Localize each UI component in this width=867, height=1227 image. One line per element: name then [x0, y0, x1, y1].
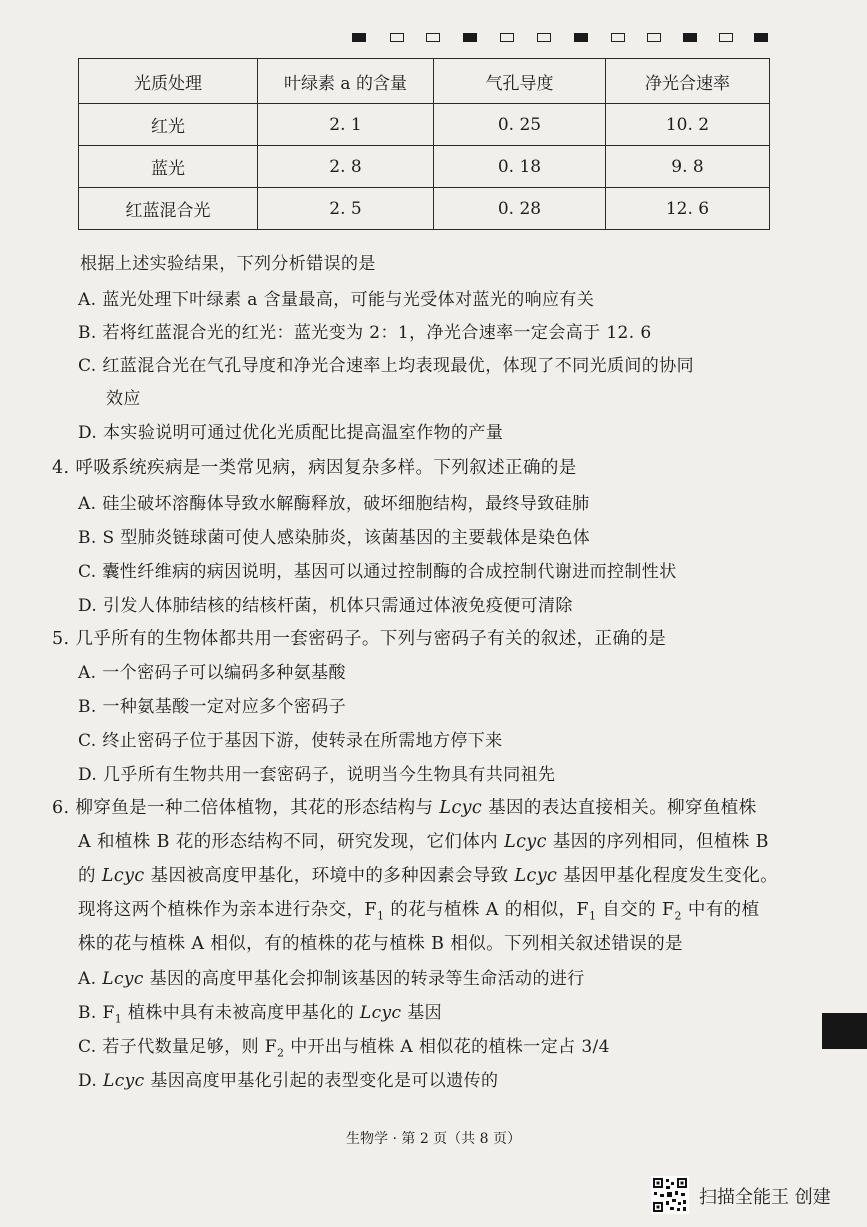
table-row [79, 104, 770, 146]
marker-square [500, 33, 514, 42]
header-cell: 净光合速率 [606, 59, 770, 104]
table-cell: 红光 [79, 104, 258, 146]
q6-option-b [78, 998, 442, 1025]
q4-option-d: D. 引发人体肺结核的结核杆菌，机体只需通过体液免疫便可清除 [78, 596, 573, 616]
text-run: 的 [78, 866, 102, 886]
subscript: 1 [588, 909, 597, 923]
text-run: 基因被高度甲基化，环境中的多种因素会导致 [144, 866, 515, 886]
header-cell: 叶绿素 a 的含量 [258, 59, 434, 104]
table-cell: 2. 5 [258, 188, 434, 230]
q3-stem: 根据上述实验结果，下列分析错误的是 [80, 254, 376, 274]
text-run: 中开出与植株 A 相似花的植株一定占 3/4 [284, 1037, 610, 1057]
q6-stem-line-1 [52, 794, 757, 819]
q3-option-c: C. 红蓝混合光在气孔导度和净光合速率上均表现最优，体现了不同光质间的协同 [78, 356, 695, 376]
q5-option-a: A. 一个密码子可以编码多种氨基酸 [78, 663, 346, 683]
q3-option-b: B. 若将红蓝混合光的红光：蓝光变为 2：1，净光合速率一定会高于 12. 6 [78, 323, 652, 343]
table-cell: 2. 1 [258, 104, 434, 146]
table-cell: 10. 2 [606, 104, 770, 146]
marker-square [390, 33, 404, 42]
subscript: 1 [376, 909, 385, 923]
marker-square [719, 33, 733, 42]
text-run: 基因 [401, 1003, 443, 1023]
marker-square [426, 33, 440, 42]
q3-option-c-cont: 效应 [106, 389, 141, 409]
q6-option-d [78, 1066, 498, 1091]
q6-option-a [78, 964, 585, 989]
q5-option-b: B. 一种氨基酸一定对应多个密码子 [78, 697, 347, 717]
side-tab-marker [822, 1013, 867, 1049]
header-cell: 气孔导度 [434, 59, 606, 104]
page-footer: 生物学 · 第 2 页（共 8 页） [346, 1131, 521, 1147]
subscript: 1 [114, 1012, 123, 1026]
q6-stem-line-5: 株的花与植株 A 相似，有的植株的花与植株 B 相似。下列相关叙述错误的是 [78, 934, 684, 954]
gene-name: Lcyc [514, 866, 558, 886]
q6-stem-line-4 [78, 896, 759, 923]
table-header-row [79, 59, 770, 104]
marker-square [683, 33, 697, 42]
gene-name: Lcyc [504, 832, 547, 852]
text-run: 自交的 F [596, 900, 675, 920]
text-run: 基因甲基化程度发生变化。 [557, 866, 779, 886]
gene-name: Lcyc [359, 1003, 402, 1023]
q3-option-a: A. 蓝光处理下叶绿素 a 含量最高，可能与光受体对蓝光的响应有关 [78, 290, 595, 310]
text-run: 现将这两个植株作为亲本进行杂交，F [78, 900, 377, 920]
table-cell: 9. 8 [606, 146, 770, 188]
q5-option-d: D. 几乎所有生物共用一套密码子，说明当今生物具有共同祖先 [78, 765, 556, 785]
marker-square [754, 33, 768, 42]
table-cell: 蓝光 [79, 146, 258, 188]
text-run: A. [78, 969, 103, 989]
q6-stem-line-3 [78, 862, 778, 887]
header-cell: 光质处理 [79, 59, 258, 104]
table-cell: 0. 25 [434, 104, 606, 146]
q6-option-c [78, 1032, 610, 1059]
q5-option-c: C. 终止密码子位于基因下游，使转录在所需地方停下来 [78, 731, 503, 751]
q6-stem-line-2 [78, 828, 769, 853]
text-run: 基因的表达直接相关。柳穿鱼植株 [482, 798, 757, 818]
scanner-watermark-text: 扫描全能王 创建 [699, 1187, 831, 1208]
marker-square [647, 33, 661, 42]
subscript: 2 [277, 1046, 285, 1060]
gene-name: Lcyc [439, 798, 483, 818]
gene-name: Lcyc [101, 866, 145, 886]
marker-square [463, 33, 477, 42]
text-run: C. 若子代数量足够，则 F [78, 1037, 278, 1057]
marker-square [352, 33, 366, 42]
q5-stem: 5. 几乎所有的生物体都共用一套密码子。下列与密码子有关的叙述，正确的是 [52, 629, 667, 649]
text-run: 的花与植株 A 的相似，F [384, 900, 589, 920]
gene-name: Lcyc [102, 969, 144, 989]
q3-option-d: D. 本实验说明可通过优化光质配比提高温室作物的产量 [78, 423, 504, 443]
subscript: 2 [674, 909, 682, 923]
table-cell: 0. 28 [434, 188, 606, 230]
q4-option-b: B. S 型肺炎链球菌可使人感染肺炎，该菌基因的主要载体是染色体 [78, 528, 591, 548]
text-run: 植株中具有未被高度甲基化的 [122, 1003, 360, 1023]
q4-option-a: A. 硅尘破坏溶酶体导致水解酶释放，破坏细胞结构，最终导致硅肺 [78, 494, 590, 514]
marker-square [537, 33, 551, 42]
text-run: D. [78, 1071, 104, 1091]
table-cell: 0. 18 [434, 146, 606, 188]
text-run: 中有的植 [681, 900, 760, 920]
text-run: 6. 柳穿鱼是一种二倍体植物，其花的形态结构与 [52, 798, 440, 818]
marker-square [574, 33, 588, 42]
table-row [79, 146, 770, 188]
table-row [79, 188, 770, 230]
q4-option-c: C. 囊性纤维病的病因说明，基因可以通过控制酶的合成控制代谢进而控制性状 [78, 562, 677, 582]
marker-square [611, 33, 625, 42]
q4-stem: 4. 呼吸系统疾病是一类常见病，病因复杂多样。下列叙述正确的是 [52, 458, 577, 478]
table-cell: 2. 8 [258, 146, 434, 188]
text-run: 基因高度甲基化引起的表型变化是可以遗传的 [144, 1071, 499, 1091]
gene-name: Lcyc [103, 1071, 145, 1091]
text-run: A 和植株 B 花的形态结构不同，研究发现，它们体内 [78, 832, 505, 852]
table-cell: 红蓝混合光 [79, 188, 258, 230]
text-run: 基因的高度甲基化会抑制该基因的转录等生命活动的进行 [143, 969, 585, 989]
text-run: 基因的序列相同，但植株 B [546, 832, 769, 852]
light-quality-table [78, 58, 770, 230]
table-cell: 12. 6 [606, 188, 770, 230]
text-run: B. F [78, 1003, 115, 1023]
qr-code-icon [651, 1176, 689, 1214]
